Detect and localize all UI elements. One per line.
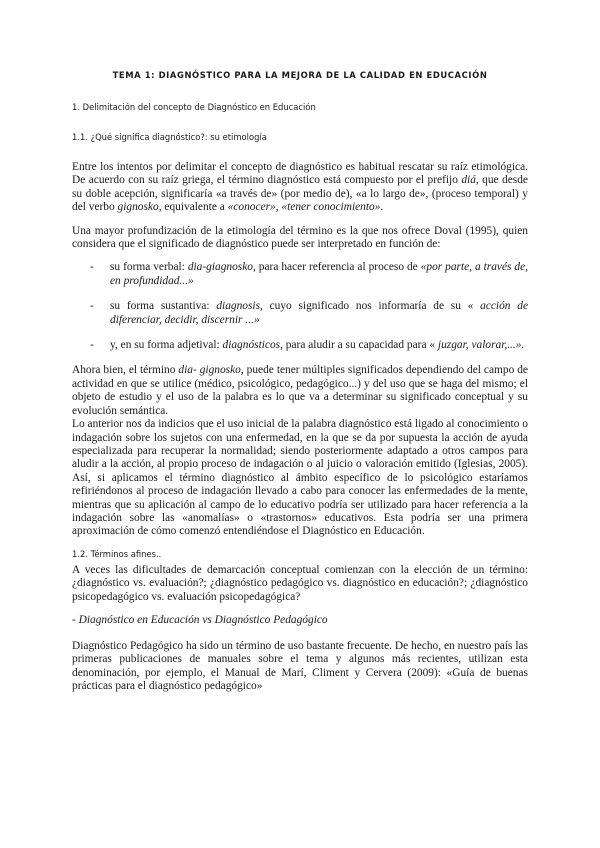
- section-heading-1-1: 1.1. ¿Qué significa diagnóstico?: su etimología: [72, 132, 267, 142]
- paragraph-origin: Lo anterior nos da indicios que el uso inicial de la palabra diagnóstico está ligado al conocimiento o indagación sobre los sujetos con una enfermedad, en la que se da por supuesta la acción de ayuda especializada para recuperar la normalidad; siendo posteriormente adaptado a otros campos para aludir a la acción, al propio proceso de indagación o al juicio o valoración emitido (Iglesias, 2005). Así, si aplicamos el término diagnóstico al ámbito específico de lo psicológico estaríamos refiriéndonos al proceso de indagación llevado a cabo para conocer las enfermedades de la mente, mientras que su aplicación al campo de lo educativo podría ser utilizado para hacer referencia a la indagación sobre las «anomalías» o «trastornos» educativos. Esta podría ser una primera aproximación de cómo comenzó entendiéndose el Diagnóstico en Educación.: [72, 418, 528, 538]
- text-run: , que desde su doble acepción, significaría «a través de» (por medio de), «a lo largo de», (proceso temporal) y del verbo: [72, 174, 528, 214]
- paragraph-terms: A veces las dificultades de demarcación conceptual comienzan con la elección de un término: ¿diagnóstico vs. evaluación?; ¿diagnóstico pedagógico vs. diagnóstico en educación?; ¿diagnóstico psicopedagógico vs. evaluación psicopedagógica?: [72, 563, 528, 603]
- section-heading-1-2: 1.2. Términos afines..: [72, 548, 162, 559]
- paragraph-pedagogico: Diagnóstico Pedagógico ha sido un término de uso bastante frecuente. De hecho, en nuestro país las primeras publicaciones de manuales sobre el tema y algunos más recientes, utilizan esta denominación, por ejemplo, el Manual de Marí, Climent y Cervera (2009): «Guía de buenas prácticas para el diagnóstico pedagógico»: [72, 639, 528, 693]
- text-run: Entre los intentos por delimitar el concepto de diagnóstico es habitual rescatar su raíz etimológica. De acuerdo con su raíz griega, el término diagnóstico está compuesto por el prefijo: [72, 161, 528, 187]
- document-title: TEMA 1: DIAGNÓSTICO PARA LA MEJORA DE LA CALIDAD EN EDUCACIÓN: [112, 70, 488, 80]
- list-dash: -: [90, 339, 94, 352]
- subheading-diagnostico: - Diagnóstico en Educación vs Diagnóstico Pedagógico: [72, 613, 328, 626]
- term-dia: diá: [461, 174, 476, 187]
- list-item-text: su forma verbal: dia-giagnosko, para hacer referencia al proceso de «por parte, a través de, en profundidad...»: [110, 261, 529, 287]
- term-dia-gignosko: dia- gignosko,: [178, 364, 244, 377]
- list-item-text: su forma sustantiva: diagnosis, cuyo significado nos informaría de su « acción de diferenciar, decidir, discernir ...»: [110, 300, 528, 326]
- text-run: .: [380, 201, 384, 214]
- paragraph-doval: Una mayor profundización de la etimología del término es la que nos ofrece Doval (1995), quien considera que el significado de diagnóstico puede ser interpretado en función de:: [72, 224, 528, 251]
- text-run: , equivalente a: [158, 201, 228, 214]
- term-conocer: «conocer», «tener conocimiento»: [227, 201, 381, 214]
- list-item-text: y, en su forma adjetival: diagnósticos, para aludir a su capacidad para « juzgar, valorar,...».: [110, 339, 525, 352]
- list-dash: -: [90, 261, 94, 274]
- meanings-list: [72, 261, 528, 352]
- section-heading-1: 1. Delimitación del concepto de Diagnóstico en Educación: [72, 102, 316, 112]
- term-gignosko: gignosko: [117, 201, 159, 214]
- list-item: [90, 261, 528, 288]
- list-item: [90, 339, 528, 352]
- paragraph-etymology: [72, 161, 528, 215]
- paragraph-meanings: Ahora bien, el término dia- gignosko, puede tener múltiples significados dependiendo del campo de actividad en que se utilice (médico, psicológico, pedagógico...) y del uso que se haga del mismo; el objeto de estudio y el uso de la palabra es lo que va a determinar su significado conceptual y su evolución semántica.: [72, 364, 528, 417]
- list-dash: -: [90, 300, 94, 313]
- list-item: [90, 300, 528, 327]
